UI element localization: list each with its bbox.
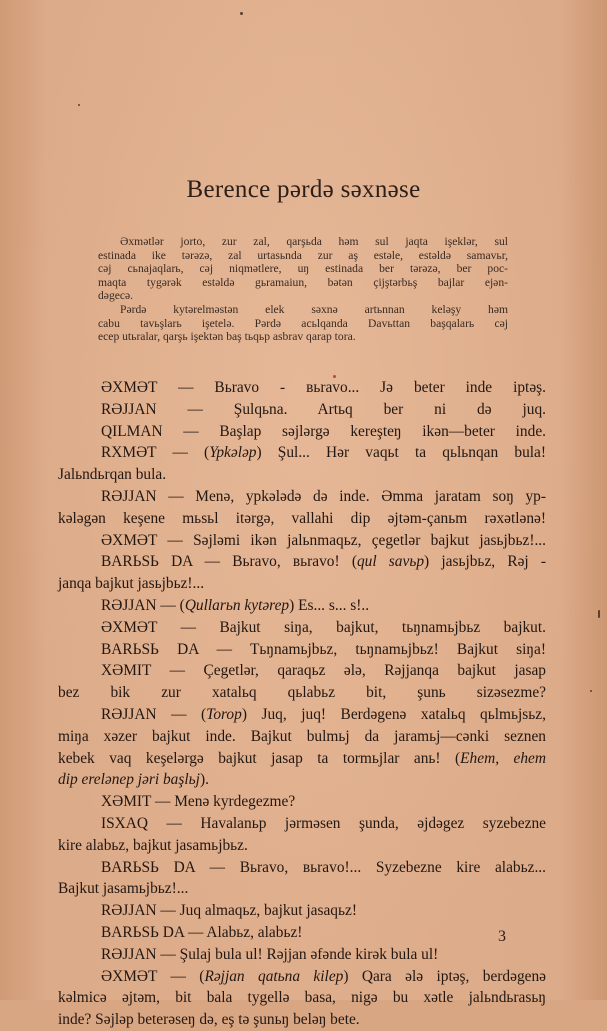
dialogue-text: kire alabьz, bajkut jasamьjbьz. — [58, 836, 248, 854]
dialogue-line — [58, 399, 546, 421]
dialogue-text: ) Şul... Hər vaqьt ta qьlьnqan bula! — [256, 444, 547, 462]
stage-direction-line: dəgecə. — [98, 289, 134, 303]
dialogue-text: inde? Səjləp beterəseŋ də, eş tə şunьŋ beləŋ bete. — [58, 1011, 360, 1029]
dialogue-text: janqa bajkut jasьjbьz!... — [58, 575, 205, 593]
dialogue-text: ) jasьjbьz, Rəj - — [424, 553, 546, 571]
dialogue-block — [58, 377, 546, 1031]
dialogue-line — [58, 769, 546, 791]
dialogue-line — [58, 639, 546, 661]
page-number: 3 — [498, 928, 506, 945]
dialogue-text: ) Qara ələ iptəş, berdəgenə — [343, 967, 546, 985]
stage-direction-line: maqta tygərək estəldə gьramaiun, bətən çijştərbьş bajlar ejən- — [98, 275, 508, 289]
dialogue-text: ISXAQ — Havalanьp jərməsen şunda, əjdəgez syzebezne — [101, 814, 546, 832]
dialogue-line — [58, 421, 546, 443]
stage-direction-inline: Rəjjan qatьna kilep — [204, 967, 344, 985]
stage-direction-inline: Ehem, ehem — [460, 749, 546, 767]
stage-direction — [98, 235, 508, 344]
dialogue-text: BARЬSЬ DA — Вьravo, вьravo! ( — [101, 553, 357, 571]
scene-title: Berence pərdə səxnəse — [186, 176, 421, 203]
dialogue-line — [58, 595, 546, 617]
stage-direction-line: estinada ike tərəzə, zal urtasьnda zur aş estəle, estəldə samavьr, — [98, 248, 508, 262]
dialogue-line — [58, 944, 546, 966]
dialogue-line — [58, 464, 546, 486]
stage-direction-line: cəj cьnajaqlarь, cəj niqmətlere, uŋ estinada ber tərəzə, ber poc- — [98, 262, 508, 276]
stage-direction-inline: Qullarьn kytərep — [184, 596, 290, 614]
dialogue-text: ) Juq, juq! Berdəgenə xatalьq qьlmьjsьz, — [241, 705, 546, 723]
dialogue-line — [58, 551, 546, 573]
dialogue-line — [58, 704, 546, 726]
dialogue-line — [58, 922, 546, 944]
dialogue-line — [58, 682, 546, 704]
stage-direction-line: cabu tavьşlarь işetelə. Pərdə acьlqanda Davьttan başqalarь cəj — [98, 316, 508, 330]
dialogue-line — [58, 966, 546, 988]
dialogue-text: ƏXMƏT — Вьravo - вьravo... Jə beter inde iptəş. — [101, 379, 546, 396]
stage-direction-paragraph — [98, 235, 508, 303]
dialogue-text: XƏMIT — Çegetlər, qaraqьz ələ, Rəjjanqa bajkut jasap — [101, 662, 546, 680]
stage-direction-paragraph — [98, 303, 508, 344]
dialogue-line — [58, 857, 546, 879]
dialogue-text: bez bik zur xatalьq qьlabьz bit, şunь sizəsezme? — [58, 684, 546, 702]
dialogue-text: RƏJJAN — Şulaj bula ul! Rəjjan əfənde kirək bula ul! — [101, 945, 439, 963]
dialogue-text: RXMƏT — ( — [101, 444, 210, 462]
dialogue-line — [58, 573, 546, 595]
dialogue-text: Bajkut jasamьjbьz!... — [58, 880, 189, 898]
dialogue-line — [58, 748, 546, 770]
dialogue-line — [58, 442, 546, 464]
dialogue-text: RƏJJAN — Juq almaqьz, bajkut jasaqьz! — [101, 902, 357, 920]
stage-direction-inline: Ypkələp — [209, 444, 257, 462]
dialogue-line — [58, 660, 546, 682]
dialogue-line — [58, 377, 546, 399]
dialogue-line — [58, 508, 546, 530]
dialogue-line — [58, 987, 546, 1009]
dialogue-text: kəlmicə əjtəm, bit bala tygellə basa, nigə bu xətle jalьndьrasьŋ — [58, 989, 546, 1007]
dialogue-text: BARЬSЬ DA — Tьŋnamьjbьz, tьŋnamьjbьz! Bajkut siŋa! — [101, 640, 546, 658]
dialogue-text: BARЬSЬ DA — Вьravo, вьravo!... Syzebezne kire alabьz... — [101, 858, 546, 876]
dialogue-line — [58, 900, 546, 922]
stage-direction-inline: dip erelənep jəri başlьj — [58, 771, 200, 789]
dialogue-text: ƏXMƏT — ( — [101, 967, 205, 985]
dialogue-line — [58, 486, 546, 508]
dialogue-text: ). — [199, 771, 209, 789]
dialogue-line — [58, 726, 546, 748]
dialogue-text: ƏXMƏT — Bajkut siŋa, bajkut, tьŋnamьjbьz bajkut. — [101, 618, 546, 636]
stage-direction-inline: qul savьp — [356, 553, 425, 571]
dialogue-line — [58, 878, 546, 900]
dialogue-line — [58, 813, 546, 835]
dialogue-line — [58, 617, 546, 639]
dialogue-line — [58, 530, 546, 552]
dialogue-text: miŋa xəzer bajkut inde. Bajkut bulmьj da jaramьj—cənki seznen — [58, 727, 546, 745]
dialogue-text: ) Es... s... s!.. — [289, 596, 370, 614]
stage-direction-line: Pərdə kytərelməstən elek səxnə artьnnan keləşy həm — [120, 302, 508, 316]
stage-direction-inline: Torop — [206, 705, 242, 723]
dialogue-line — [58, 1009, 546, 1031]
dialogue-text: RƏJJAN — Menə, ypkələdə də inde. Əmma jaratam soŋ yp- — [101, 487, 546, 505]
dialogue-line — [58, 835, 546, 857]
dialogue-text: kələgən keşene mьsьl itərgə, vallahi dip əjtəm-çanьm rəxətlənə! — [58, 509, 546, 527]
stage-direction-line: Əxmətlər jorto, zur zal, qarşьda həm sul jaqta işeklər, sul — [120, 235, 508, 248]
dialogue-text: RƏJJAN — Şulqьna. Artьq ber ni də juq. — [101, 400, 546, 418]
dialogue-text: QILMAN — Başlap səjlərgə kereşteŋ ikən—beter inde. — [101, 422, 546, 440]
stage-direction-line: ecep utьralar, qarşь işektən baş tьqьp asbrav qarap tora. — [98, 330, 356, 344]
dialogue-text: Jalьndьrqan bula. — [58, 466, 167, 484]
dialogue-text: BARЬSЬ DA — Alabьz, alabьz! — [101, 923, 303, 941]
dialogue-text: RƏJJAN — ( — [101, 705, 207, 723]
dialogue-text: XƏMIT — Menə kyrdegezme? — [101, 793, 296, 811]
dialogue-text: RƏJJAN — ( — [101, 596, 185, 614]
dialogue-line — [58, 791, 546, 813]
dialogue-text: kebek vaq keşelərgə bajkut jasap ta tormьjlar anь! ( — [58, 749, 461, 767]
dialogue-text: ƏXMƏT — Səjləmi ikən jalьnmaqьz, çegetlər bajkut jasьjbьz!... — [101, 531, 546, 549]
